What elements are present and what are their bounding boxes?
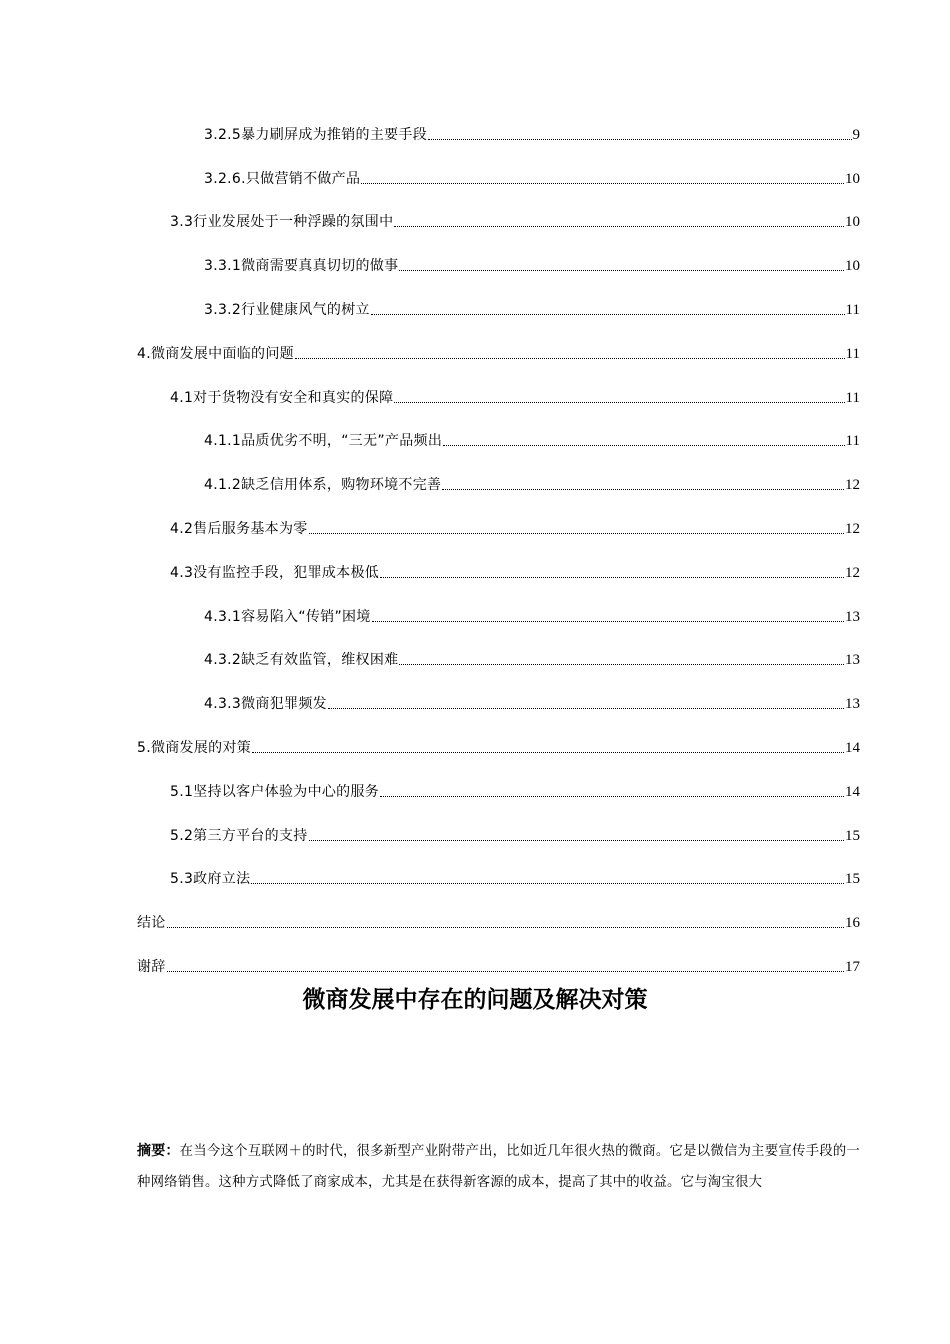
toc-entry-label: 3.3行业发展处于一种浮躁的氛围中 bbox=[170, 214, 394, 231]
toc-entry-page-number: 14 bbox=[845, 783, 860, 800]
abstract-text: 在当今这个互联网＋的时代，很多新型产业附带产出，比如近几年很火热的微商。它是以微信为主要宣传手段的一种网络销售。这种方式降低了商家成本，尤其是在获得新客源的成本，提高了其中的收益。它与淘宝很大 bbox=[137, 1144, 860, 1190]
toc-entry-page-number: 15 bbox=[845, 871, 860, 888]
toc-leader-dots bbox=[167, 970, 844, 972]
toc-leader-dots bbox=[443, 444, 844, 446]
toc-entry[interactable] bbox=[137, 801, 860, 845]
toc-entry-page-number: 9 bbox=[852, 126, 860, 143]
toc-entry-label: 4.2售后服务基本为零 bbox=[170, 520, 308, 537]
toc-leader-dots bbox=[380, 795, 844, 797]
toc-entry-page-number: 12 bbox=[845, 564, 860, 581]
toc-entry-page-number: 10 bbox=[845, 170, 860, 187]
toc-entry[interactable] bbox=[137, 538, 860, 582]
toc-entry-page-number: 16 bbox=[845, 915, 860, 932]
toc-entry[interactable] bbox=[137, 100, 860, 144]
toc-entry-label: 3.2.5暴力刷屏成为推销的主要手段 bbox=[204, 126, 428, 143]
toc-entry[interactable] bbox=[137, 494, 860, 538]
toc-leader-dots bbox=[328, 707, 844, 709]
toc-entry-label: 5.2第三方平台的支持 bbox=[170, 827, 308, 844]
toc-leader-dots bbox=[428, 138, 851, 140]
toc-entry-page-number: 15 bbox=[845, 827, 860, 844]
toc-entry-label: 3.3.2行业健康风气的树立 bbox=[204, 301, 370, 318]
abstract-paragraph bbox=[137, 1136, 860, 1198]
toc-entry[interactable] bbox=[137, 188, 860, 232]
toc-entry-label: 4.3.2缺乏有效监管，维权困难 bbox=[204, 652, 399, 669]
toc-leader-dots bbox=[309, 532, 844, 534]
toc-entry-page-number: 13 bbox=[845, 652, 860, 669]
toc-entry[interactable] bbox=[137, 669, 860, 713]
toc-entry-page-number: 13 bbox=[845, 608, 860, 625]
toc-entry[interactable] bbox=[137, 932, 860, 976]
toc-leader-dots bbox=[371, 313, 845, 315]
toc-entry-label: 5.微商发展的对策 bbox=[137, 739, 252, 756]
toc-entry[interactable] bbox=[137, 757, 860, 801]
toc-leader-dots bbox=[399, 663, 844, 665]
toc-entry-page-number: 11 bbox=[845, 301, 860, 318]
toc-leader-dots bbox=[394, 401, 844, 403]
toc-entry[interactable] bbox=[137, 319, 860, 363]
toc-entry-label: 4.3.3微商犯罪频发 bbox=[204, 696, 327, 713]
toc-leader-dots bbox=[251, 882, 844, 884]
toc-leader-dots bbox=[167, 926, 844, 928]
toc-entry[interactable] bbox=[137, 713, 860, 757]
toc-entry[interactable] bbox=[137, 888, 860, 932]
toc-entry[interactable] bbox=[137, 363, 860, 407]
toc-leader-dots bbox=[309, 839, 844, 841]
toc-leader-dots bbox=[372, 620, 844, 622]
toc-entry-page-number: 11 bbox=[845, 389, 860, 406]
toc-entry-page-number: 11 bbox=[845, 433, 860, 450]
toc-entry-label: 结论 bbox=[137, 915, 166, 932]
toc-leader-dots bbox=[399, 269, 844, 271]
toc-entry-page-number: 10 bbox=[845, 258, 860, 275]
toc-leader-dots bbox=[380, 576, 844, 578]
toc-leader-dots bbox=[295, 357, 845, 359]
toc-entry-page-number: 12 bbox=[845, 520, 860, 537]
toc-entry-label: 5.1坚持以客户体验为中心的服务 bbox=[170, 783, 380, 800]
toc-entry-page-number: 13 bbox=[845, 696, 860, 713]
toc-entry[interactable] bbox=[137, 144, 860, 188]
toc-entry[interactable] bbox=[137, 582, 860, 626]
toc-leader-dots bbox=[252, 751, 844, 753]
toc-leader-dots bbox=[394, 225, 844, 227]
toc-entry-label: 4.1对于货物没有安全和真实的保障 bbox=[170, 389, 394, 406]
table-of-contents bbox=[137, 100, 860, 976]
toc-entry[interactable] bbox=[137, 407, 860, 451]
toc-entry-label: 谢辞 bbox=[137, 958, 166, 975]
toc-entry-page-number: 14 bbox=[845, 739, 860, 756]
toc-entry[interactable] bbox=[137, 626, 860, 670]
toc-entry-label: 4.1.1品质优劣不明，“三无”产品频出 bbox=[204, 433, 443, 450]
toc-entry-label: 3.2.6.只做营销不做产品 bbox=[204, 170, 361, 187]
toc-leader-dots bbox=[442, 488, 844, 490]
document-title: 微商发展中存在的问题及解决对策 bbox=[302, 987, 648, 1013]
toc-entry-page-number: 12 bbox=[845, 477, 860, 494]
toc-entry-label: 4.3.1容易陷入“传销”困境 bbox=[204, 608, 371, 625]
toc-entry-label: 4.微商发展中面临的问题 bbox=[137, 345, 294, 362]
toc-entry-label: 4.1.2缺乏信用体系，购物环境不完善 bbox=[204, 477, 442, 494]
toc-entry[interactable] bbox=[137, 231, 860, 275]
toc-entry[interactable] bbox=[137, 845, 860, 889]
toc-entry-page-number: 17 bbox=[845, 958, 860, 975]
toc-entry-page-number: 11 bbox=[845, 345, 860, 362]
toc-entry-label: 4.3没有监控手段，犯罪成本极低 bbox=[170, 564, 380, 581]
toc-entry[interactable] bbox=[137, 450, 860, 494]
toc-entry-page-number: 10 bbox=[845, 214, 860, 231]
toc-entry-label: 3.3.1微商需要真真切切的做事 bbox=[204, 258, 399, 275]
abstract-label: 摘要： bbox=[137, 1143, 180, 1159]
toc-entry[interactable] bbox=[137, 275, 860, 319]
toc-leader-dots bbox=[361, 182, 844, 184]
toc-entry-label: 5.3政府立法 bbox=[170, 871, 251, 888]
